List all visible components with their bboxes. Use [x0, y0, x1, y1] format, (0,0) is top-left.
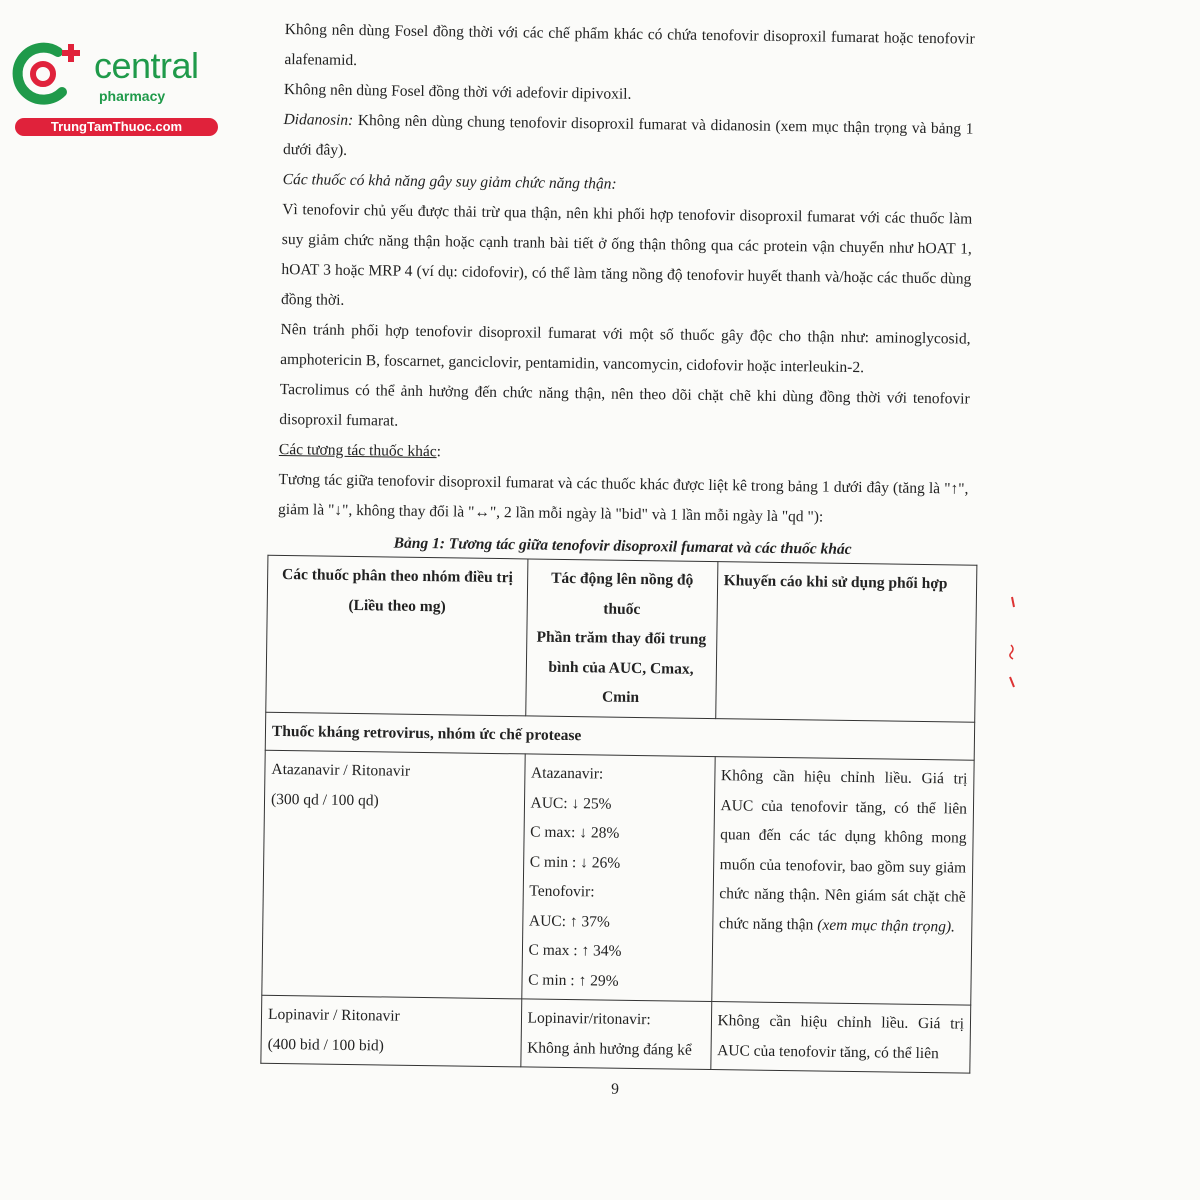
effect-line: Không ảnh hưởng đáng kể	[527, 1038, 692, 1059]
paragraph-nephrotoxic: Nên tránh phối hợp tenofovir disoproxil fumarat với một số thuốc gây độc cho thận như: aminoglycosid, amphotericin B, foscarnet, ganciclovir, pentamidin, vancomycin, cidofovir hoặc interleukin-2.	[280, 320, 971, 377]
drug-cell	[262, 750, 525, 999]
recommendation-cell: Không cần hiệu chỉnh liều. Giá trị AUC của tenofovir tăng, có thể liên	[710, 1002, 970, 1074]
document-page	[267, 15, 975, 1104]
brand-logo	[10, 38, 215, 138]
effect-line: AUC: ↑ 37%	[528, 911, 611, 931]
interaction-table	[260, 555, 977, 1074]
section-heading-renal: Các thuốc có khả năng gây suy giảm chức năng thận:	[282, 170, 617, 193]
paragraph-tacrolimus: Tacrolimus có thể ảnh hưởng đến chức năng thận, nên theo dõi chặt chẽ khi dùng đồng thời với tenofovir disoproxil fumarat.	[279, 380, 970, 430]
recommendation-reference: (xem mục thận trọng).	[817, 916, 956, 935]
central-pharmacy-logo-icon	[10, 38, 90, 108]
effect-cell	[520, 999, 711, 1070]
effect-line: C min : ↓ 26%	[529, 853, 621, 872]
table-row	[262, 750, 974, 1005]
red-pen-marks	[1006, 595, 1020, 695]
paragraph-3	[283, 105, 974, 175]
effect-cell	[521, 754, 714, 1002]
paragraph-1: Không nên dùng Fosel đồng thời với các chế phẩm khác có chứa tenofovir disoproxil fumarat hoặc tenofovir alafenamid.	[284, 20, 975, 70]
effect-line: Atazanavir:	[530, 764, 604, 783]
header-drug-group	[266, 555, 528, 715]
logo-website[interactable]: TrungTamThuoc.com	[15, 118, 218, 136]
didanosin-text: Không nên dùng chung tenofovir disoproxil fumarat và didanosin (xem mục thận trọng và bảng 1 dưới đây).	[283, 111, 974, 159]
paragraph-table-intro: Tương tác giữa tenofovir disoproxil fumarat và các thuốc khác được liệt kê trong bảng 1 dưới đây (tăng là "↑", giảm là "↓", không thay đổi là "↔", 2 lần mỗi ngày là "bid" và 1 lần mỗi ngày là "qd "):	[277, 470, 969, 526]
header-dose-label: (Liều theo mg)	[348, 596, 446, 615]
heading-colon: :	[436, 443, 442, 461]
recommendation-cell	[711, 757, 974, 1006]
table-caption: Bảng 1: Tương tác giữa tenofovir disoproxil fumarat và các thuốc khác	[393, 534, 852, 558]
header-effect-label: Tác động lên nồng độ thuốc	[551, 569, 694, 618]
didanosin-label: Didanosin:	[283, 110, 354, 129]
recommendation-text: Không cần hiệu chỉnh liều. Giá trị AUC của tenofovir tăng, có thể liên quan đến các tác dụng không mong muốn của tenofovir, bao gồm suy giảm chức năng thận. Nên giám sát chặt chẽ chức năng thận	[718, 767, 968, 933]
drug-dose: (400 bid / 100 bid)	[267, 1035, 384, 1054]
page-number: 9	[611, 1080, 620, 1098]
effect-line: AUC: ↓ 25%	[530, 794, 612, 813]
header-recommendation	[715, 562, 977, 722]
paragraph-renal: Vì tenofovir chủ yếu được thải trừ qua thận, nên khi phối hợp tenofovir disoproxil fumarat với các thuốc làm suy giảm chức năng thận hoặc cạnh tranh bài tiết ở ống thận thông qua các protein vận chuyển như hOAT 1, hOAT 3 hoặc MRP 4 (ví dụ: cidofovir), có thể làm tăng nồng độ tenofovir huyết thanh và/hoặc các thuốc dùng đồng thời.	[280, 200, 973, 309]
effect-line: C max : ↑ 34%	[528, 941, 622, 960]
logo-subtitle: pharmacy	[99, 88, 166, 104]
header-recommendation-label: Khuyến cáo khi sử dụng phối hợp	[723, 572, 948, 593]
group-protease-inhibitors: Thuốc kháng retrovirus, nhóm ức chế protease	[265, 712, 974, 760]
other-interactions-heading: Các tương tác thuốc khác	[278, 440, 437, 461]
header-effect	[525, 559, 717, 718]
effect-line: C max: ↓ 28%	[530, 823, 620, 842]
logo-name: central	[94, 45, 199, 86]
header-drug-group-label: Các thuốc phân theo nhóm điều trị	[281, 566, 513, 587]
table-row	[261, 995, 971, 1073]
effect-line: Tenofovir:	[529, 882, 595, 901]
drug-name: Atazanavir / Ritonavir	[271, 760, 411, 780]
drug-name: Lopinavir / Ritonavir	[267, 1005, 400, 1025]
drug-cell	[261, 995, 522, 1067]
effect-line: Lopinavir/ritonavir:	[527, 1009, 651, 1029]
effect-line: C min : ↑ 29%	[528, 970, 619, 990]
header-percent-label: Phần trăm thay đổi trung bình của AUC, Cmax, Cmin	[536, 628, 707, 707]
paragraph-2: Không nên dùng Fosel đồng thời với adefovir dipivoxil.	[283, 80, 632, 103]
drug-dose: (300 qd / 100 qd)	[270, 790, 379, 809]
table-header-row	[266, 555, 977, 721]
